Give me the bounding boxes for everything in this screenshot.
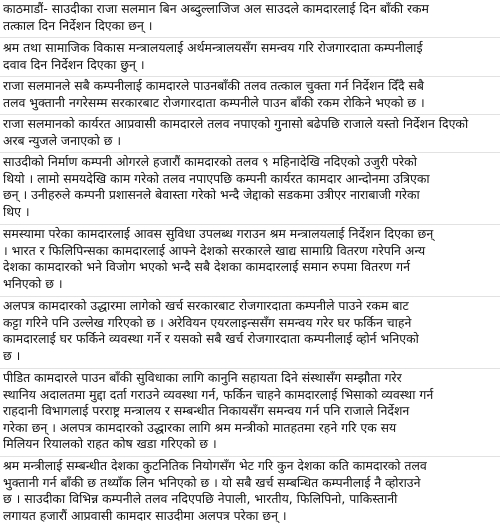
- article-paragraph-4: राजा सलमानको कार्यरत आप्रवासी कामदारले तलव नपाएको गुनासो बढेपछि राजाले यस्तो निर्देशन दिएको अरब न्युजले जनाएको छ ।: [3, 116, 469, 148]
- article-paragraph-6: समस्यामा परेका कामदारलाई आवस सुविधा उपलब्ध गराउन श्रम मन्त्रालयलाई निर्देशन दिएका छन् । भारत र फिलिपिन्सका कामदारलाई आफ्ने देशको सरकारले खाद्य सामाग्रि वितरण गरेपनि अन्य देशका कामदारको भने विजोग भएको भन्दै सबै देशका कामदारलाई समान रुपमा वितरण गर्न भनिएको छ ।: [3, 226, 434, 291]
- article-paragraph-1: काठमाडौं- साउदीका राजा सलमान बिन अब्दुल्लाजिज अल साउदले कामदारलाई दिन बाँकी रकम तत्काल दिन निर्देशन दिएका छन् ।: [3, 1, 429, 33]
- article-paragraph-9: श्रम मन्त्रीलाई सम्बन्धीत देशका कुटनितिक नियोगसँग भेट गरि कुन देशका कति कामदारको तलव भुक्तानी गर्न बाँकी छ तथ्याँक लिन भनिएको छ । यो सबै खर्च सम्बन्धित कम्पनीलाई नै व्होराउने छ । साउदीका विभिन्न कम्पनीले तलव नदिएपछि नेपाली, भारतीय, फिलिपिनो, पाकिस्तानी लगायत हजारौं आप्रवासी कामदार साउदीमा अलपत्र परेका छन् ।: [3, 458, 427, 523]
- article-paragraph-3: राजा सलमानले सबै कम्पनीलाई कामदारले पाउनबाँकी तलव तत्काल चुक्ता गर्न निर्देशन दिँदै सबै तलव भुक्तानी नगरेसम्म सरकारबाट रोजगारदाता कम्पनीले पाउन बाँकी रकम रोकिने भएको छ ।: [3, 78, 425, 110]
- paragraph-divider: [0, 296, 500, 297]
- paragraph-divider: [0, 456, 500, 457]
- paragraph-divider: [0, 152, 500, 153]
- paragraph-divider: [0, 368, 500, 369]
- article-paragraph-7: अलपत्र कामदारको उद्धारमा लागेको खर्च सरकारबाट रोजगारदाता कम्पनीले पाउने रकम बाट कट्टा गरिने पनि उल्लेख गरिएको छ । अरेवियन एयरलाइन्ससँग समन्वय गरेर घर फर्किन चाहने कामदारलाई घर फर्किने व्यवस्था गर्ने र यसको सबै खर्च रोजगारदाता कम्पनीलाई व्होर्न भनिएको छ ।: [3, 298, 419, 363]
- paragraph-divider: [0, 114, 500, 115]
- article-paragraph-2: श्रम तथा सामाजिक विकास मन्त्रालयलाई अर्थमन्त्रालयसँग समन्वय गरि रोजगारदाता कम्पनीलाई दवाव दिन निर्देशन दिएका छुन् ।: [3, 40, 423, 72]
- paragraph-divider: [0, 76, 500, 77]
- article-paragraph-8: पीडित कामदारले पाउन बाँकी सुविधाका लागि कानुनि सहायता दिने संस्थासँग सम्झौता गरेर स्थानिय अदालतमा मुद्दा दर्ता गराउने व्यवस्था गर्न, फर्किन चाहने कामदारलाई भिसाको व्यवस्था गर्न राहदानी विभागलाई परराष्ट्र मन्त्रालय र सम्बन्धीत निकायसँग समन्वय गर्न पनि राजाले निर्देशन गरेका छन् । अलपत्र कामदारको उद्धारका लागि श्रम मन्त्रीको मातहतमा रहने गरि एक सय मिलियन रियालको राहत कोष खडा गरिएको छ ।: [3, 370, 434, 451]
- paragraph-divider: [0, 224, 500, 225]
- article-paragraph-5: साउदीको निर्माण कम्पनी ओगरले हजारौं कामदारको तलव ९ महिनादेखि नदिएको उजुरी परेको थियो । लामो समयदेखि काम गरेको तलव नपाएपछि कम्पनी कार्यरत कामदार आन्दोनमा उत्रिएका छन् । उनीहरुले कम्पनी प्रशासनले बेवास्ता गरेको भन्दै जेद्दाको सडकमा उत्रीएर नाराबाजी गरेका थिए ।: [3, 154, 430, 219]
- paragraph-divider: [0, 37, 500, 38]
